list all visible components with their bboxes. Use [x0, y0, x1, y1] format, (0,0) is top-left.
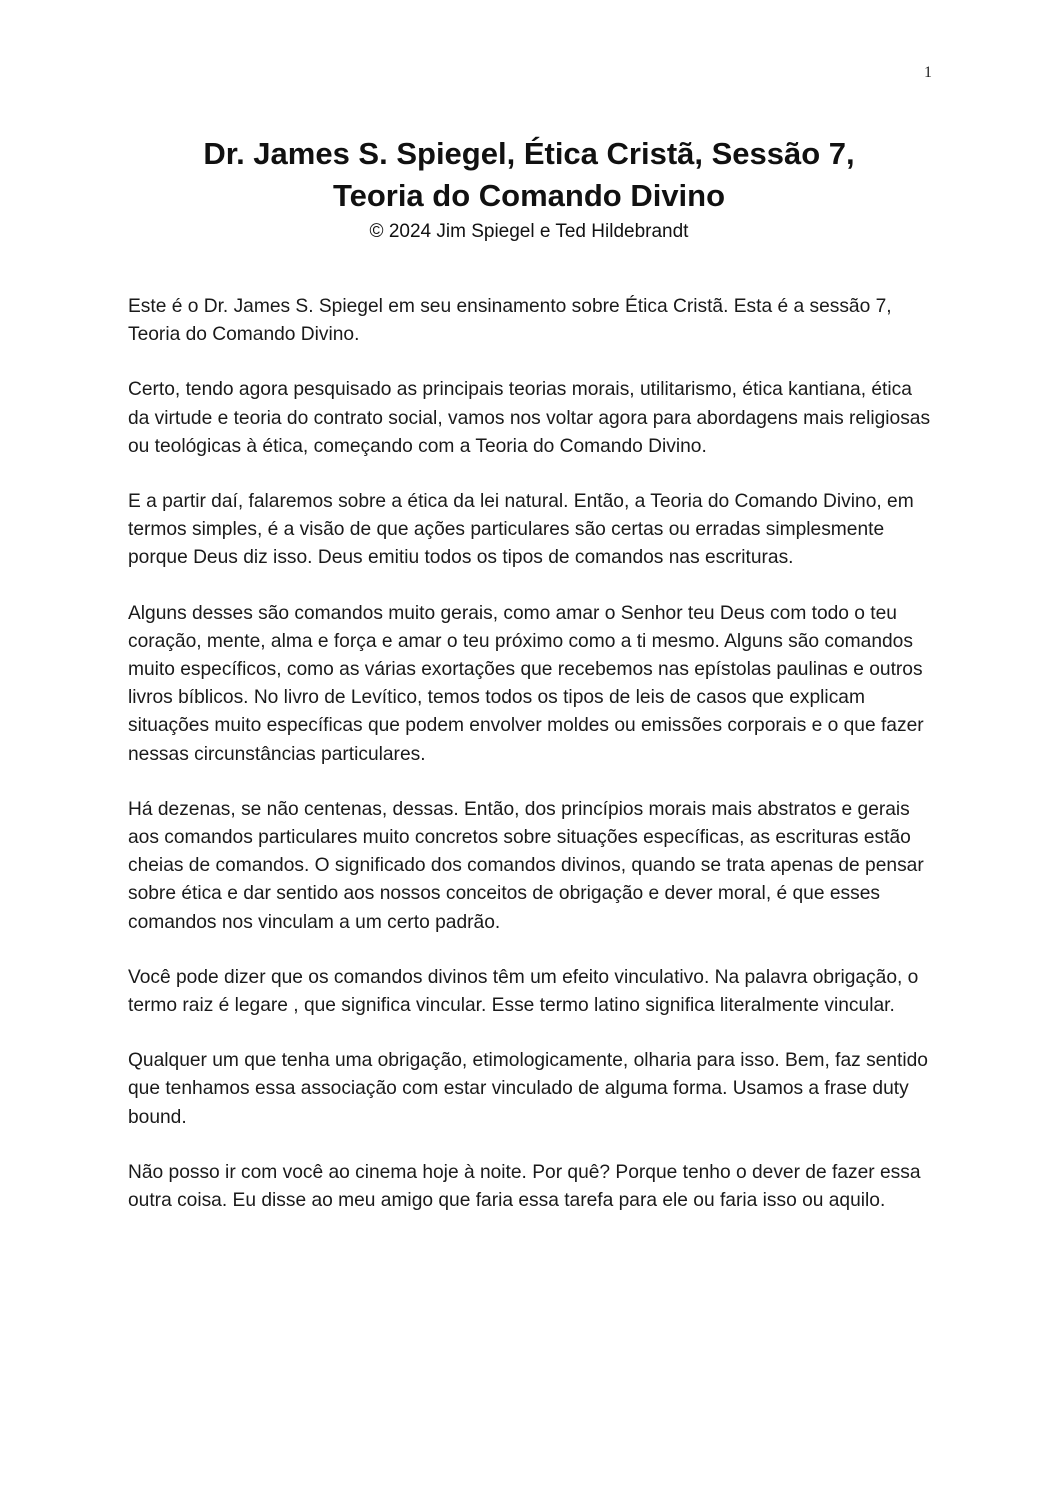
paragraph: E a partir daí, falaremos sobre a ética da lei natural. Então, a Teoria do Comando Divino, em termos simples, é a visão de que ações particulares são certas ou erradas simplesmente porque Deus diz isso. Deus emitiu todos os tipos de comandos nas escrituras. [128, 491, 914, 569]
copyright-notice: © 2024 Jim Spiegel e Ted Hildebrandt [369, 221, 689, 242]
document-title-line-2: Teoria do Comando Divino [332, 178, 726, 213]
document-body [128, 293, 938, 1242]
page-number: 1 [924, 64, 932, 81]
paragraph: Alguns desses são comandos muito gerais, como amar o Senhor teu Deus com todo o teu coração, mente, alma e força e amar o teu próximo como a ti mesmo. Alguns são comandos muito específicos, como as várias exortações que recebemos nas epístolas paulinas e outros livros bíblicos. No livro de Levítico, temos todos os tipos de leis de casos que explicam situações muito específicas que podem envolver moldes ou emissões corporais e o que fazer nessas circunstâncias particulares. [128, 602, 924, 765]
paragraph: Certo, tendo agora pesquisado as principais teorias morais, utilitarismo, ética kantiana, ética da virtude e teoria do contrato social, vamos nos voltar agora para abordagens mais religiosas ou teológicas à ética, começando com a Teoria do Comando Divino. [128, 379, 931, 457]
paragraph: Este é o Dr. James S. Spiegel em seu ensinamento sobre Ética Cristã. Esta é a sessão 7, Teoria do Comando Divino. [128, 296, 892, 346]
paragraph: Qualquer um que tenha uma obrigação, etimologicamente, olharia para isso. Bem, faz sentido que tenhamos essa associação com estar vinculado de alguma forma. Usamos a frase duty bound. [128, 1050, 928, 1128]
paragraph: Não posso ir com você ao cinema hoje à noite. Por quê? Porque tenho o dever de fazer essa outra coisa. Eu disse ao meu amigo que faria essa tarefa para ele ou faria isso ou aquilo. [128, 1161, 921, 1212]
paragraph: Há dezenas, se não centenas, dessas. Então, dos princípios morais mais abstratos e gerais aos comandos particulares muito concretos sobre situações específicas, as escrituras estão cheias de comandos. O significado dos comandos divinos, quando se trata apenas de pensar sobre ética e dar sentido aos nossos conceitos de obrigação e dever moral, é que esses comandos nos vinculam a um certo padrão. [128, 798, 924, 933]
title-block [0, 133, 1058, 245]
paragraph: Você pode dizer que os comandos divinos têm um efeito vinculativo. Na palavra obrigação, o termo raiz é legare , que significa vincular. Esse termo latino significa literalmente vincular. [128, 966, 919, 1017]
document-title-line-1: Dr. James S. Spiegel, Ética Cristã, Sessão 7, [203, 136, 855, 171]
